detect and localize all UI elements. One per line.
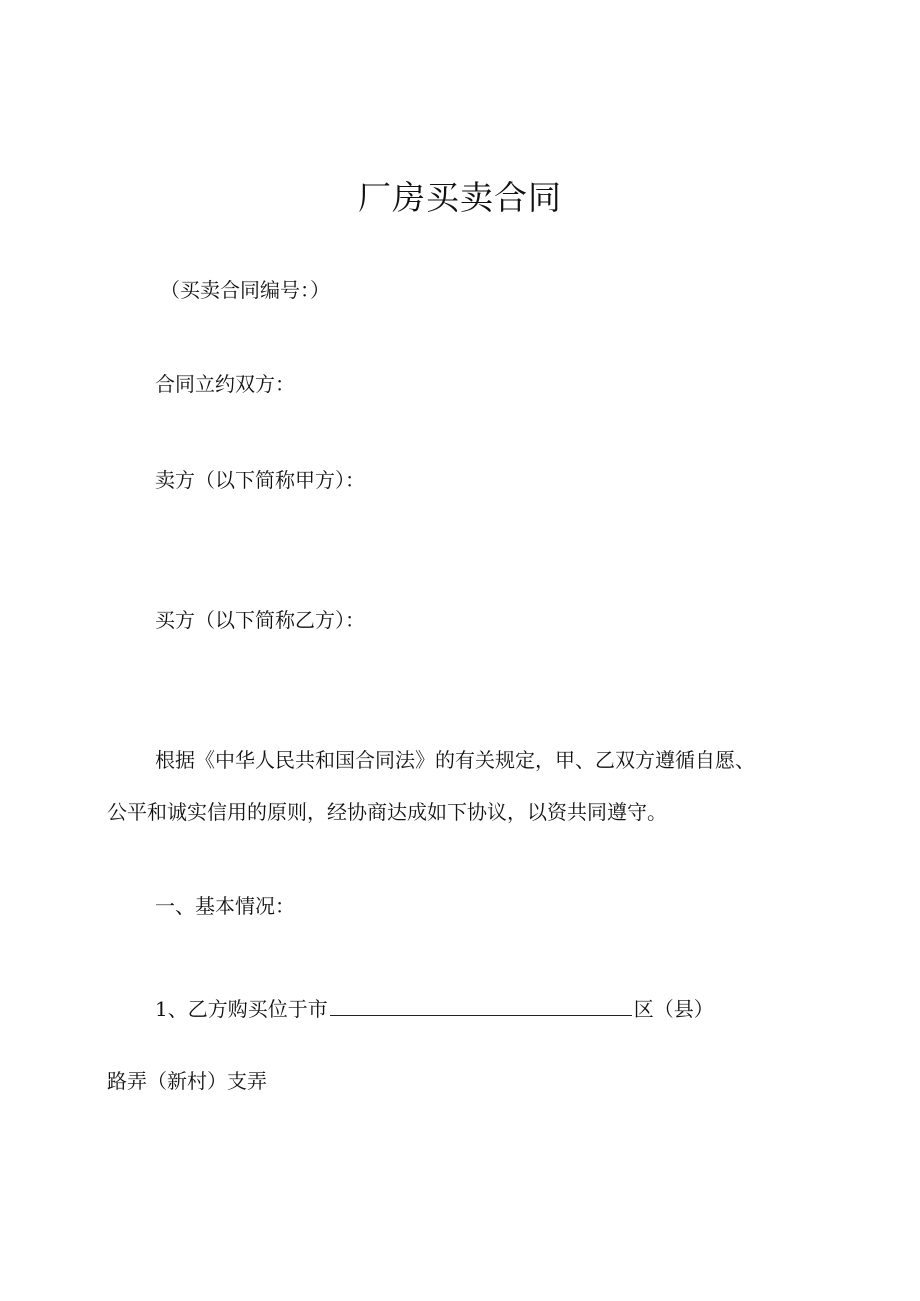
basis-paragraph-line-1: 根据《中华人民共和国合同法》的有关规定，甲、乙双方遵循自愿、: [155, 748, 755, 772]
city-blank-field: [330, 993, 632, 1016]
parties-label: 合同立约双方：: [155, 372, 295, 396]
item-1-line-2: 路弄（新村）支弄: [107, 1069, 267, 1093]
document-title: 厂房买卖合同: [358, 178, 562, 217]
buyer-label: 买方（以下简称乙方）：: [155, 608, 365, 632]
item-1-prefix: 1、乙方购买位于市: [155, 997, 328, 1021]
item-1-line: [155, 993, 714, 1023]
section-1-heading: 一、基本情况：: [155, 894, 295, 918]
seller-label: 卖方（以下简称甲方）：: [155, 468, 365, 492]
item-1-suffix: 区（县）: [633, 997, 714, 1021]
basis-paragraph-line-2: 公平和诚实信用的原则，经协商达成如下协议，以资共同遵守。: [107, 800, 667, 824]
contract-number-label: （买卖合同编号：）: [160, 278, 330, 302]
